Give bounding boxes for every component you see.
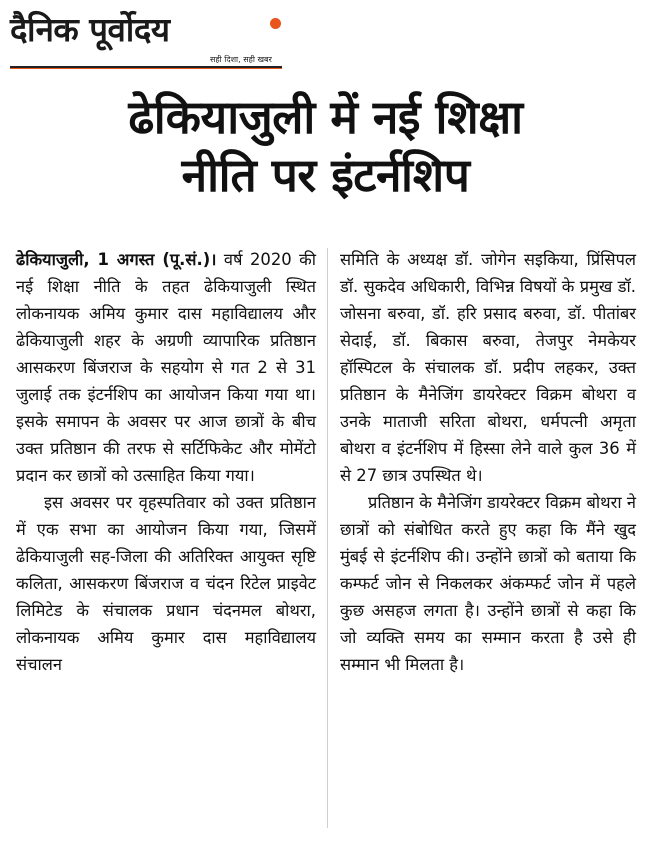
article-paragraph-2: इस अवसर पर वृहस्पतिवार को उक्त प्रतिष्ठान में एक सभा का आयोजन किया गया, जिसमें ढेकियाजुली सह-जिला की अतिरिक्त आयुक्त सृष्टि कलिता, आसकरण बिंजराज व चंदन रिटेल प्राइवेट लिमिटेड के संचालक प्रधान चंदनमल बोथरा, लोकनायक अमिय कुमार दास महाविद्यालय संचालन: [16, 493, 316, 674]
article-column-left: [16, 246, 316, 678]
paragraph-1-text: वर्ष 2020 की नई शिक्षा नीति के तहत ढेकियाजुली स्थित लोकनायक अमिय कुमार दास महाविद्यालय और ढेकियाजुली शहर के अग्रणी व्यापारिक प्रतिष्ठान आसकरण बिंजराज के सहयोग से गत 2 से 31 जुलाई तक इंटर्नशिप का आयोजन किया गया था। इसके समापन के अवसर पर आज छात्रों के बीच उक्त प्रतिष्ठान की तरफ से सर्टिफिकेट और मोमेंटो प्रदान कर छात्रों को उत्साहित किया गया।: [16, 250, 316, 485]
column-divider: [327, 248, 328, 828]
newspaper-name: दैनिक पूर्वोदय: [10, 10, 170, 49]
masthead-sun-icon: [270, 18, 281, 29]
headline: [0, 88, 651, 204]
headline-line-1: ढेकियाजुली में नई शिक्षा: [128, 90, 523, 144]
dateline: ढेकियाजुली, 1 अगस्त (पू.सं.)।: [16, 250, 217, 269]
masthead: [10, 8, 282, 70]
article-paragraph-4: प्रतिष्ठान के मैनेजिंग डायरेक्टर विक्रम बोथरा ने छात्रों को संबोधित करते हुए कहा कि मैंने खुद मुंबई से इंटर्नशिप की। उन्होंने छात्रों को बताया कि कम्फर्ट जोन से निकलकर अंकम्फर्ट जोन में पहले कुछ असहज लगता है। उन्होंने छात्रों से कहा कि जो व्यक्ति समय का सम्मान करता है उसे ही सम्मान भी मिलता है।: [340, 493, 636, 674]
article-paragraph-1: [16, 246, 316, 489]
newspaper-tagline: सही दिशा, सही खबर: [210, 55, 272, 64]
article-paragraph-3: समिति के अध्यक्ष डॉ. जोगेन सइकिया, प्रिंसिपल डॉ. सुकदेव अधिकारी, विभिन्न विषयों के प्रमुख डॉ. जोसना बरुवा, डॉ. हरि प्रसाद बरुवा, डॉ. पीतांबर सेदाई, डॉ. बिकास बरुवा, तेजपुर नेमकेयर हॉस्पिटल के संचालक डॉ. प्रदीप लहकर, उक्त प्रतिष्ठान के मैनेजिंग डायरेक्टर विक्रम बोथरा व उनके माताजी सरिता बोथरा, धर्मपत्नी अमृता बोथरा व इंटर्नशिप में हिस्सा लेने वाले कुल 36 में से 27 छात्र उपस्थित थे।: [340, 250, 636, 485]
headline-line-2: नीति पर इंटर्नशिप: [181, 148, 470, 202]
masthead-accent-rule: [10, 68, 282, 69]
article-column-right: [340, 246, 636, 678]
